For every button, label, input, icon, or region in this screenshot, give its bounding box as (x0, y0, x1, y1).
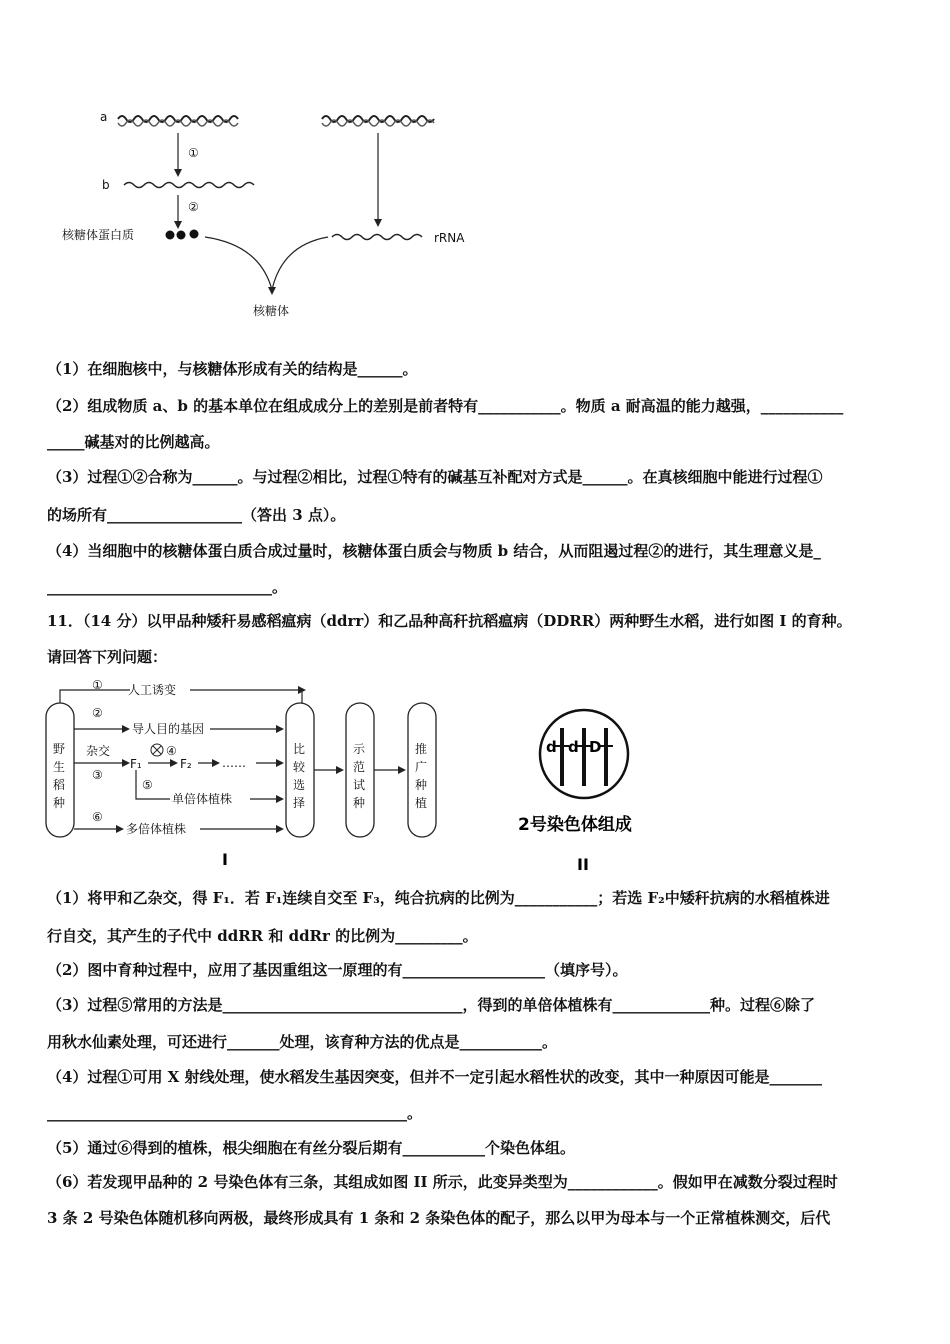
marker-3: ③ (92, 768, 103, 782)
svg-text:种: 种 (53, 796, 66, 810)
marker-6: ⑥ (92, 810, 103, 824)
chrom-label-3: D (589, 738, 602, 756)
svg-text:择: 择 (293, 796, 306, 810)
breeding-flowchart (40, 675, 450, 875)
q11-part4-line1: （4）过程①可用 X 射线处理，使水稻发生基因突变，但并不一定引起水稻性状的改变，其中一种原因可能是_______ (47, 1068, 823, 1086)
ribosome-formation-diagram (60, 105, 480, 330)
polyploid-label: 多倍体植株 (126, 822, 187, 836)
marker-2: ② (92, 706, 103, 720)
svg-text:推: 推 (415, 742, 428, 756)
marker-1: ① (92, 678, 103, 692)
hybrid-label: 杂交 (86, 744, 111, 758)
ribosome-protein-label: 核糖体蛋白质 (62, 228, 135, 242)
q11-part3-line2: 用秋水仙素处理，可还进行_______处理，该育种方法的优点是___________。 (47, 1033, 558, 1051)
q10-part2-line2: _____碱基对的比例越高。 (47, 433, 220, 451)
chromosome-diagram (500, 700, 700, 880)
q10-part3-line2: 的场所有__________________（答出 3 点）。 (47, 506, 346, 524)
q11-part3-line1: （3）过程⑤常用的方法是________________________________，得到的单倍体植株有_____________种。过程⑥除了 (47, 996, 815, 1014)
chrom-label-1: d (546, 738, 557, 756)
chromosome-caption: 2号染色体组成 (518, 815, 632, 835)
svg-text:比: 比 (293, 742, 306, 756)
mrna-b (124, 183, 254, 188)
q10-part1: （1）在细胞核中，与核糖体形成有关的结构是______。 (47, 360, 418, 378)
ellipsis-label: …… (222, 756, 246, 770)
f2-label: F₂ (180, 757, 192, 771)
f1-label: F₁ (130, 757, 142, 771)
rrna-label: rRNA (434, 231, 465, 245)
q11-part1-line2: 行自交，其产生的子代中 ddRR 和 ddRr 的比例为_________。 (47, 927, 478, 945)
step-2: ② (188, 200, 199, 214)
label-a: a (100, 110, 108, 124)
svg-text:生: 生 (53, 760, 66, 774)
wild-rice-1: 野 (53, 742, 66, 756)
svg-text:广: 广 (415, 760, 428, 774)
svg-text:种: 种 (353, 796, 366, 810)
figure-I-label: I (222, 850, 228, 869)
q11-part6-line1: （6）若发现甲品种的 2 号染色体有三条，其组成如图 II 所示，此变异类型为____________。假如甲在减数分裂过程时 (47, 1173, 838, 1191)
ribosome-label: 核糖体 (253, 304, 290, 318)
q11-part6-line2: 3 条 2 号染色体随机移向两极，最终形成具有 1 条和 2 条染色体的配子，那么以甲为母本与一个正常植株测交，后代 (47, 1209, 831, 1227)
q11-part2: （2）图中育种过程中，应用了基因重组这一原理的有___________________（填序号）。 (47, 961, 628, 979)
svg-text:示: 示 (353, 742, 366, 756)
mutation-label: 人工诱变 (128, 683, 177, 697)
q11-part1-line1: （1）将甲和乙杂交，得 F₁．若 F₁连续自交至 F₃，纯合抗病的比例为___________；若选 F₂中矮秆抗病的水稻植株进 (47, 889, 830, 907)
chrom-label-2: d (568, 738, 579, 756)
svg-text:较: 较 (293, 760, 306, 774)
gene-label: 导人目的基因 (132, 722, 205, 736)
q10-part4-line1: （4）当细胞中的核糖体蛋白质合成过量时，核糖体蛋白质会与物质 b 结合，从而阻遏过程②的进行，其生理意义是_ (47, 542, 821, 560)
q10-part2-line1: （2）组成物质 a、b 的基本单位在组成成分上的差别是前者特有___________。物质 a 耐高温的能力越强，___________ (47, 397, 844, 415)
haploid-label: 单倍体植株 (172, 792, 233, 806)
q11-part4-line2: ________________________________________________。 (47, 1104, 423, 1122)
rrna-strand (332, 235, 422, 240)
step-1: ① (188, 146, 199, 160)
q11-header-line1: 11．（14 分）以甲品种矮秆易感稻瘟病（ddrr）和乙品种高秆抗稻瘟病（DDRR）两种野生水稻，进行如图 I 的育种。 (47, 612, 852, 630)
label-b: b (102, 178, 110, 192)
q10-part4-line2: ______________________________。 (47, 578, 288, 596)
svg-text:选: 选 (293, 778, 306, 792)
q11-header-line2: 请回答下列问题： (47, 648, 168, 666)
dna-a-left (118, 116, 238, 122)
svg-text:稻: 稻 (53, 778, 66, 792)
svg-text:植: 植 (415, 796, 428, 810)
marker-4: ④ (166, 744, 177, 758)
marker-5: ⑤ (142, 778, 153, 792)
q11-part5: （5）通过⑥得到的植株，根尖细胞在有丝分裂后期有___________个染色体组。 (47, 1139, 575, 1157)
svg-text:种: 种 (415, 778, 428, 792)
figure-II-label: II (577, 855, 589, 874)
svg-text:试: 试 (353, 778, 366, 792)
q10-part3-line1: （3）过程①②合称为______。与过程②相比，过程①特有的碱基互补配对方式是______。在真核细胞中能进行过程① (47, 468, 823, 486)
svg-text:范: 范 (353, 760, 366, 774)
